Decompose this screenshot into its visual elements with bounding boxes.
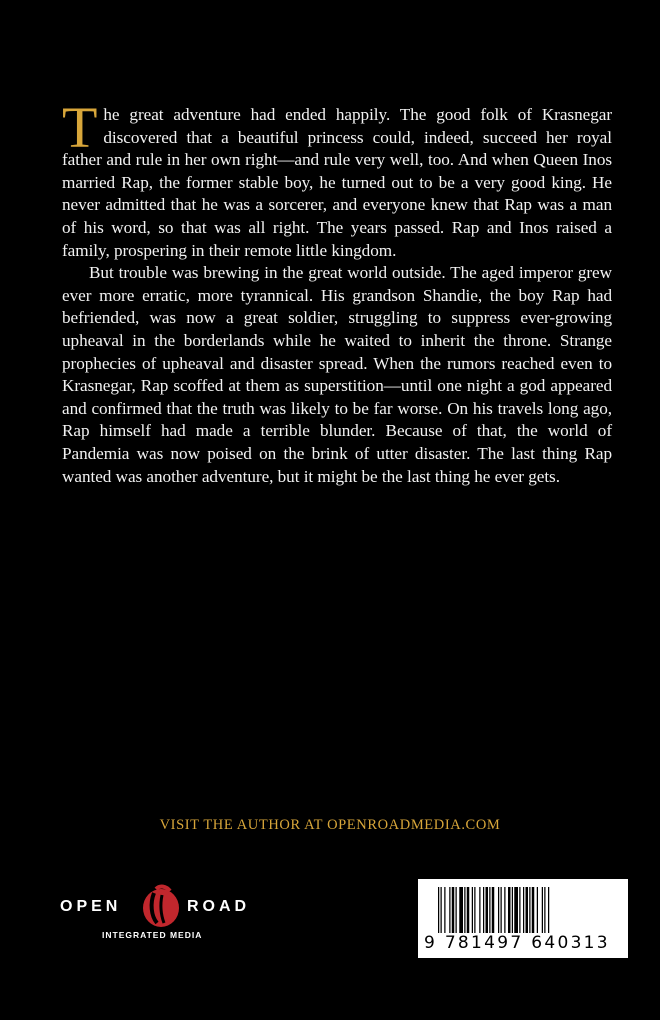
isbn-barcode: [418, 879, 628, 958]
logo-word-road: ROAD: [187, 898, 251, 915]
open-road-emblem-icon: [140, 883, 182, 929]
blurb-paragraph-1-text: he great adventure had ended happily. The good folk of Krasnegar discovered that a beautiful princess could, indeed, succeed her royal father and rule in her own right—and rule very well, too. And when Queen Inos married Rap, the former stable boy, he turned out to be a very good king. He never admitted that he was a sorcerer, and everyone knew that Rap was a man of his word, so that was all right. The years passed. Rap and Inos raised a family, prospering in their remote little kingdom.: [62, 105, 612, 260]
barcode-digits: 9 781497 640313: [424, 933, 610, 953]
logo-subtitle: INTEGRATED MEDIA: [102, 930, 203, 940]
author-website-line: VISIT THE AUTHOR AT OPENROADMEDIA.COM: [159, 817, 501, 833]
logo-word-open: OPEN: [60, 898, 122, 915]
blurb-paragraph-2: But trouble was brewing in the great world outside. The aged imperor grew ever more erratic, more tyrannical. His grandson Shandie, the boy Rap had befriended, was now a great soldier, struggling to suppress ever-growing upheaval in the borderlands while he waited to inherit the throne. Strange prophecies of upheaval and disaster spread. When the rumors reached even to Krasnegar, Rap scoffed at them as superstition—until one night a god appeared and confirmed that the truth was likely to be far worse. On his travels long ago, Rap himself had made a terrible blunder. Because of that, the world of Pandemia was now poised on the brink of utter disaster. The last thing Rap wanted was another adventure, but it might be the last thing he ever gets.: [62, 263, 612, 486]
barcode-bars: [436, 887, 612, 933]
blurb-paragraph-1: [62, 95, 612, 262]
drop-cap: T: [62, 95, 98, 160]
back-cover-blurb: [62, 95, 612, 488]
publisher-logo: [60, 880, 270, 952]
